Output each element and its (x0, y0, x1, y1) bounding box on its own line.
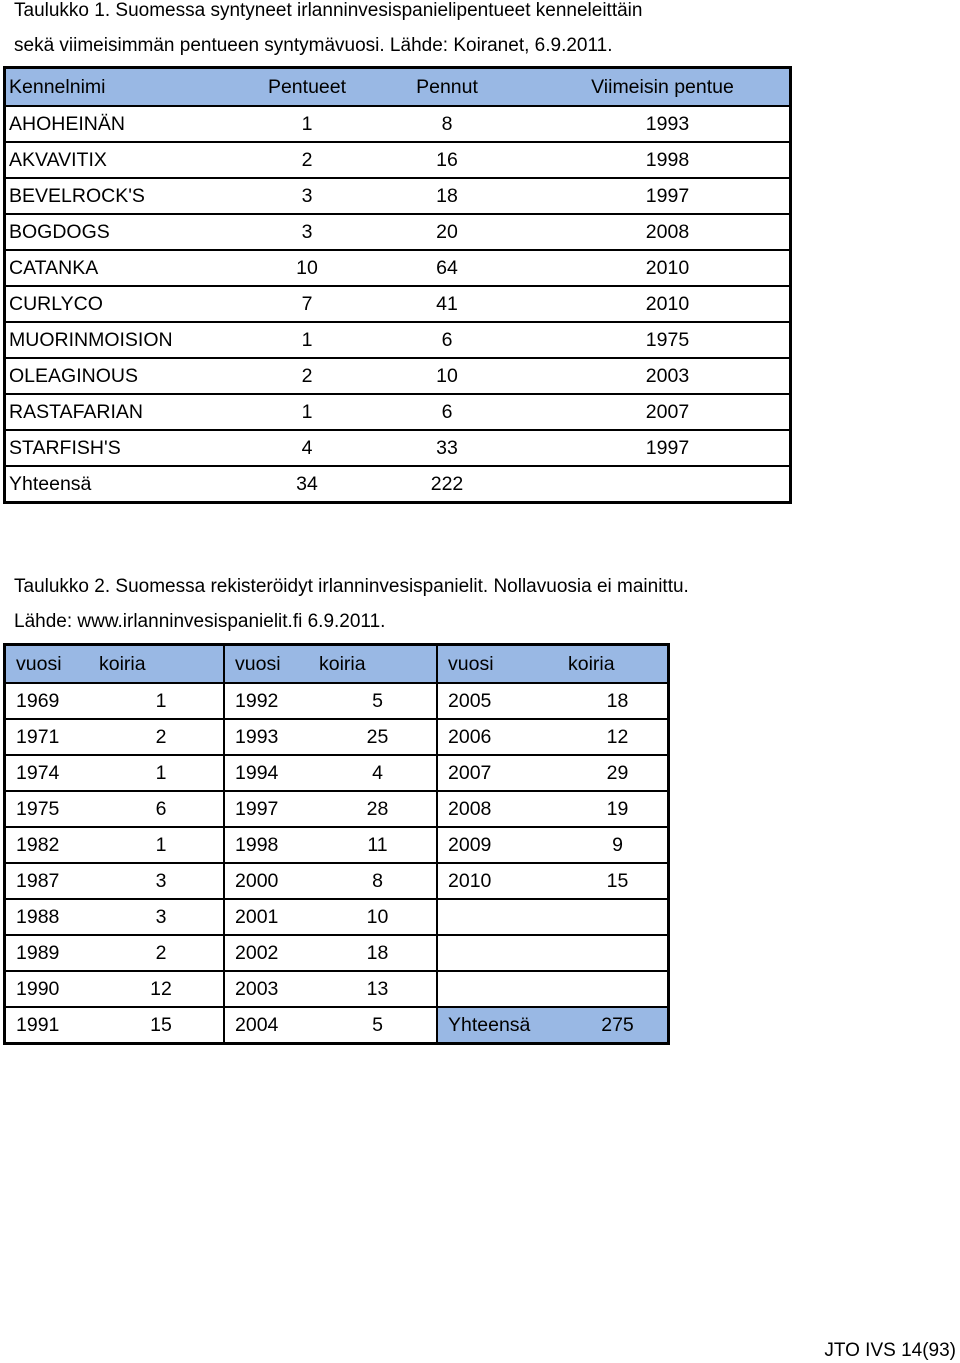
table1-caption-line2: sekä viimeisimmän pentueen syntymävuosi. Lähde: Koiranet, 6.9.2011. (14, 35, 613, 56)
header-koiria: koiria (568, 645, 669, 684)
latest-litter: 2010 (521, 286, 791, 322)
kennel-name: OLEAGINOUS (5, 358, 242, 394)
header-kennelnimi: Kennelnimi (5, 68, 242, 107)
table-row (5, 214, 791, 250)
table-row (5, 791, 669, 827)
year: 1989 (5, 935, 100, 971)
year: 1974 (5, 755, 100, 791)
table-row (5, 178, 791, 214)
dog-count: 9 (568, 827, 669, 863)
dog-count: 18 (568, 683, 669, 719)
table1-caption-line1: Taulukko 1. Suomessa syntyneet irlanninvesispanielipentueet kenneleittäin (14, 0, 643, 21)
table-row (5, 142, 791, 178)
table-row (5, 719, 669, 755)
latest-litter: 1997 (521, 178, 791, 214)
year: 2002 (224, 935, 319, 971)
year: 2008 (437, 791, 568, 827)
table-row (5, 250, 791, 286)
puppies: 33 (373, 430, 521, 466)
year: 1998 (224, 827, 319, 863)
table-row (5, 899, 669, 935)
latest-litter: 1998 (521, 142, 791, 178)
table-row (5, 322, 791, 358)
puppies: 41 (373, 286, 521, 322)
latest-litter: 1997 (521, 430, 791, 466)
header-vuosi: vuosi (224, 645, 319, 684)
year: 2010 (437, 863, 568, 899)
litters: 10 (241, 250, 373, 286)
latest-litter: 2007 (521, 394, 791, 430)
puppies: 20 (373, 214, 521, 250)
dog-count: 8 (319, 863, 437, 899)
year: 1993 (224, 719, 319, 755)
puppies: 6 (373, 322, 521, 358)
dog-count: 5 (319, 683, 437, 719)
kennel-name: CATANKA (5, 250, 242, 286)
table-row (5, 394, 791, 430)
table-total-row (5, 466, 791, 503)
puppies: 18 (373, 178, 521, 214)
year: 1997 (224, 791, 319, 827)
dog-count: 6 (99, 791, 224, 827)
total-label: Yhteensä (437, 1007, 568, 1044)
total-puppies: 222 (373, 466, 521, 503)
dog-count (568, 971, 669, 1007)
puppies: 8 (373, 106, 521, 142)
table-row (5, 358, 791, 394)
table-row (5, 971, 669, 1007)
year: 2009 (437, 827, 568, 863)
litters: 1 (241, 106, 373, 142)
kennel-table (3, 66, 792, 504)
dog-count: 1 (99, 683, 224, 719)
year: 2004 (224, 1007, 319, 1044)
header-koiria: koiria (99, 645, 224, 684)
header-vuosi: vuosi (5, 645, 100, 684)
kennel-name: BEVELROCK'S (5, 178, 242, 214)
total-litters: 34 (241, 466, 373, 503)
table-row (5, 863, 669, 899)
year (437, 971, 568, 1007)
header-viimeisin-pentue: Viimeisin pentue (521, 68, 791, 107)
litters: 2 (241, 358, 373, 394)
page-footer: JTO IVS 14(93) (824, 1340, 956, 1361)
puppies: 6 (373, 394, 521, 430)
year: 1988 (5, 899, 100, 935)
dog-count: 15 (99, 1007, 224, 1044)
dog-count: 1 (99, 827, 224, 863)
puppies: 10 (373, 358, 521, 394)
litters: 7 (241, 286, 373, 322)
registrations-table-header (5, 645, 669, 684)
year: 1969 (5, 683, 100, 719)
total-latest-litter (521, 466, 791, 503)
dog-count: 12 (568, 719, 669, 755)
year: 2005 (437, 683, 568, 719)
dog-count: 18 (319, 935, 437, 971)
total-label: Yhteensä (5, 466, 242, 503)
litters: 1 (241, 394, 373, 430)
header-pennut: Pennut (373, 68, 521, 107)
dog-count (568, 899, 669, 935)
year: 1987 (5, 863, 100, 899)
table-row (5, 1007, 669, 1044)
year: 1991 (5, 1007, 100, 1044)
table-row (5, 286, 791, 322)
year: 1982 (5, 827, 100, 863)
dog-count: 3 (99, 899, 224, 935)
year: 2006 (437, 719, 568, 755)
dog-count: 19 (568, 791, 669, 827)
puppies: 64 (373, 250, 521, 286)
kennel-name: MUORINMOISION (5, 322, 242, 358)
header-pentueet: Pentueet (241, 68, 373, 107)
year: 1971 (5, 719, 100, 755)
table2-caption-line2: Lähde: www.irlanninvesispanielit.fi 6.9.2011. (14, 611, 386, 632)
header-koiria: koiria (319, 645, 437, 684)
kennel-name: STARFISH'S (5, 430, 242, 466)
litters: 3 (241, 214, 373, 250)
year: 2007 (437, 755, 568, 791)
litters: 2 (241, 142, 373, 178)
dog-count: 2 (99, 935, 224, 971)
latest-litter: 1975 (521, 322, 791, 358)
kennel-name: CURLYCO (5, 286, 242, 322)
dog-count: 29 (568, 755, 669, 791)
year: 2000 (224, 863, 319, 899)
year: 1994 (224, 755, 319, 791)
dog-count: 15 (568, 863, 669, 899)
dog-count: 1 (99, 755, 224, 791)
table-row (5, 935, 669, 971)
table-row (5, 755, 669, 791)
latest-litter: 2010 (521, 250, 791, 286)
kennel-name: RASTAFARIAN (5, 394, 242, 430)
dog-count: 12 (99, 971, 224, 1007)
dog-count: 25 (319, 719, 437, 755)
kennel-name: AKVAVITIX (5, 142, 242, 178)
year (437, 899, 568, 935)
dog-count (568, 935, 669, 971)
dog-count: 5 (319, 1007, 437, 1044)
year (437, 935, 568, 971)
total-count: 275 (568, 1007, 669, 1044)
table-row (5, 430, 791, 466)
puppies: 16 (373, 142, 521, 178)
table-row (5, 827, 669, 863)
header-vuosi: vuosi (437, 645, 568, 684)
litters: 4 (241, 430, 373, 466)
year: 1975 (5, 791, 100, 827)
table2-caption-line1: Taulukko 2. Suomessa rekisteröidyt irlanninvesispanielit. Nollavuosia ei mainittu. (14, 576, 689, 597)
table-row (5, 106, 791, 142)
year: 1990 (5, 971, 100, 1007)
litters: 3 (241, 178, 373, 214)
dog-count: 11 (319, 827, 437, 863)
dog-count: 2 (99, 719, 224, 755)
dog-count: 13 (319, 971, 437, 1007)
kennel-name: AHOHEINÄN (5, 106, 242, 142)
latest-litter: 1993 (521, 106, 791, 142)
latest-litter: 2008 (521, 214, 791, 250)
dog-count: 4 (319, 755, 437, 791)
registrations-table (3, 643, 670, 1045)
year: 2001 (224, 899, 319, 935)
table-row (5, 683, 669, 719)
year: 1992 (224, 683, 319, 719)
latest-litter: 2003 (521, 358, 791, 394)
litters: 1 (241, 322, 373, 358)
year: 2003 (224, 971, 319, 1007)
dog-count: 3 (99, 863, 224, 899)
dog-count: 28 (319, 791, 437, 827)
kennel-name: BOGDOGS (5, 214, 242, 250)
dog-count: 10 (319, 899, 437, 935)
kennel-table-header (5, 68, 791, 107)
